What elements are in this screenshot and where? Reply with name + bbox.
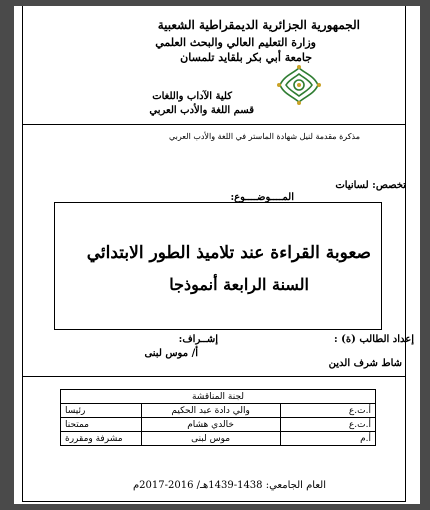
jury-divider <box>22 376 406 377</box>
header-republic: الجمهورية الجزائرية الديمقراطية الشعبية <box>157 18 360 32</box>
jury-name: خالدي هشام <box>141 418 280 432</box>
student-label: إعداد الطالب (ة) : <box>333 334 414 345</box>
jury-rank: أ.ت.ع <box>280 404 375 418</box>
table-row <box>61 432 376 446</box>
academic-year: العام الجامعي: 1438-1439هـ/ 2016-2017م <box>132 480 326 491</box>
student-name: شاط شرف الدين <box>328 358 402 369</box>
jury-role: ممتحنا <box>61 418 142 432</box>
jury-table <box>60 389 376 446</box>
subject-label: المــــوضــــوع: <box>230 192 294 203</box>
university-emblem-icon <box>276 64 322 106</box>
document-page <box>14 6 420 504</box>
supervisor-label: إشــراف: <box>178 334 218 345</box>
thesis-title-line2: السنة الرابعة أنموذجا <box>169 275 309 294</box>
faculty-name: كلية الآداب واللغات <box>152 91 232 102</box>
header-ministry: وزارة التعليم العالي والبحث العلمي <box>155 36 316 49</box>
memo-text: مذكرة مقدمة لنيل شهادة الماستر في اللغة والأدب العربي <box>168 132 360 141</box>
header-university: جامعة أبي بكر بلقايد تلمسان <box>180 51 312 64</box>
jury-name: موس لبنى <box>141 432 280 446</box>
thesis-title-line1: صعوبة القراءة عند تلاميذ الطور الابتدائي <box>86 243 371 263</box>
jury-role: رئيسا <box>61 404 142 418</box>
department-name: قسم اللغة والأدب العربي <box>149 105 254 116</box>
table-row <box>61 404 376 418</box>
jury-name: والي دادة عبد الحكيم <box>141 404 280 418</box>
jury-role: مشرفة ومقررة <box>61 432 142 446</box>
supervisor-name: أ/ موس لبنى <box>144 348 198 359</box>
table-row <box>61 418 376 432</box>
title-box <box>54 202 382 330</box>
specialty: تخصص: لسانيات <box>335 180 406 191</box>
jury-caption: لجنة المناقشة <box>61 390 376 404</box>
jury-rank: أ.ت.ع <box>280 418 375 432</box>
jury-rank: أ.م <box>280 432 375 446</box>
header-divider <box>22 124 406 125</box>
